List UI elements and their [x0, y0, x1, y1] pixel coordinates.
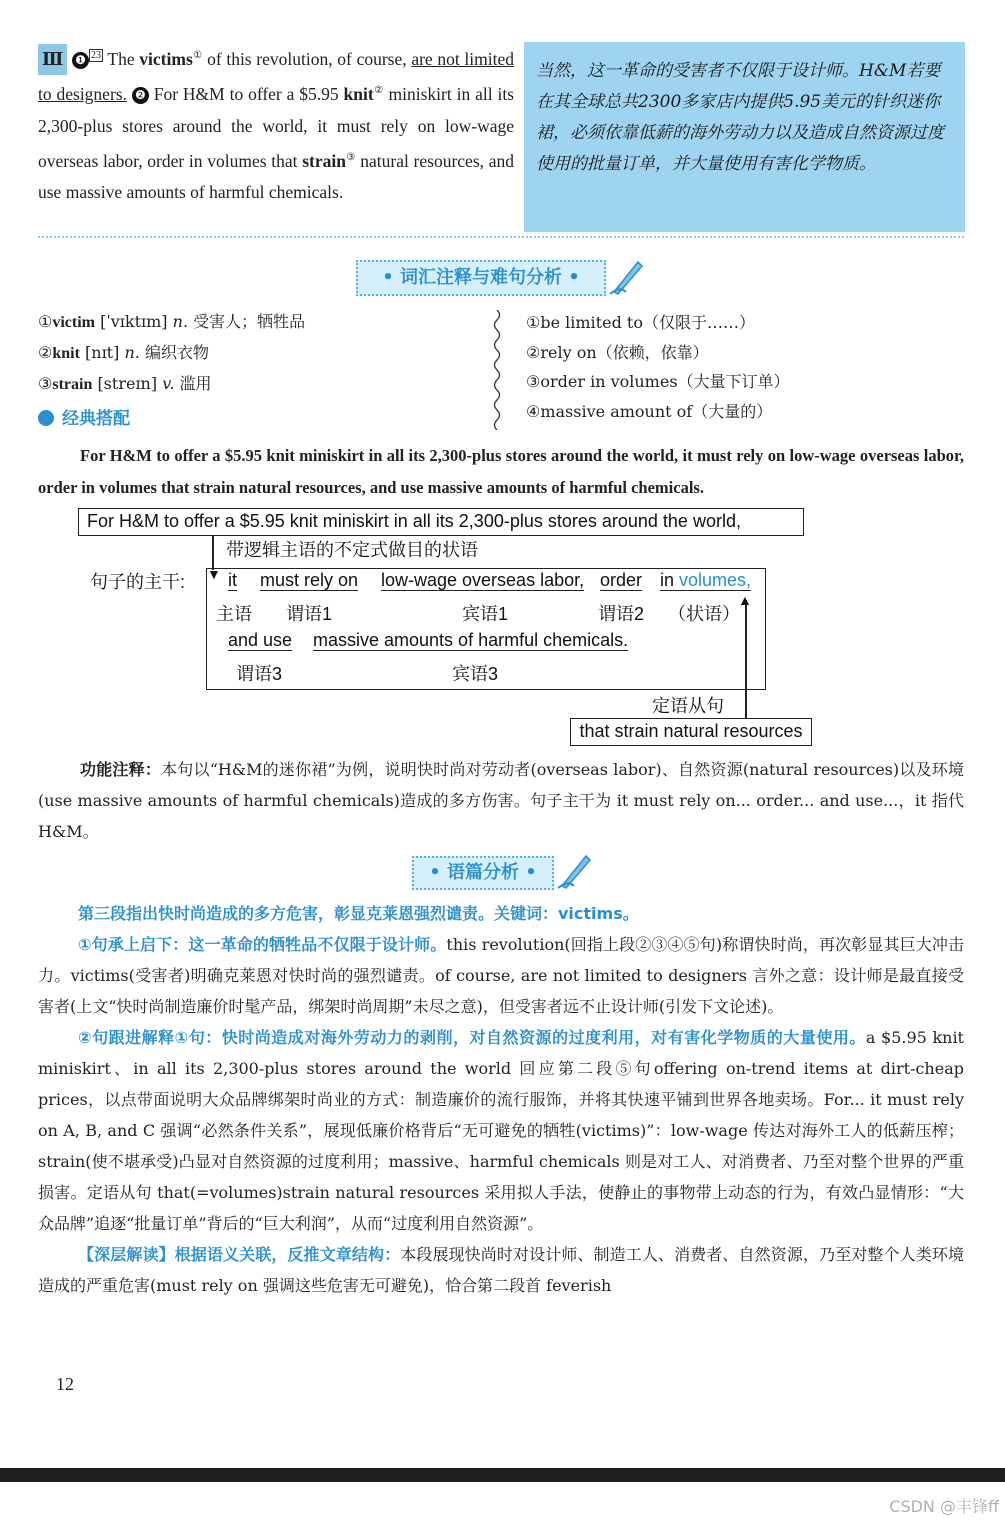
vocab-item: ③strain [streɪn] v. 滥用: [38, 374, 212, 393]
vocab-ref: ③: [345, 152, 356, 164]
purpose-clause-box: For H&M to offer a $5.95 knit miniskirt in all its 2,300-plus stores around the world,: [78, 508, 804, 536]
function-note: [38, 754, 964, 847]
phrase-item: ④massive amount of（大量的）: [526, 401, 773, 421]
function-note-label: 功能注释：: [80, 760, 162, 779]
collocation-heading: 经典搭配: [38, 404, 130, 429]
passage-text: The: [107, 48, 140, 69]
line-number-badge: 23: [91, 49, 102, 61]
purpose-clause-note: 带逻辑主语的不定式做目的状语: [226, 540, 478, 560]
underlined-phrase: are not limited to designers.: [38, 48, 515, 105]
vocab-ref: ②: [373, 85, 384, 97]
vocab-item: ②knit [nɪt] n. 编织衣物: [38, 343, 209, 362]
analysis-summary: 第三段指出快时尚造成的多方危害，彰显克莱恩强烈谴责。关键词：victims。: [78, 904, 639, 923]
phrase-item: ①be limited to（仅限于……）: [526, 313, 755, 332]
passage-text: For H&M to offer a $5.95: [148, 84, 344, 105]
label-object-3: 宾语3: [452, 664, 499, 684]
vocab-word-strain: strain: [302, 150, 346, 171]
label-predicate-3: 谓语3: [236, 664, 283, 684]
passage-text: of this revolution, of course,: [202, 48, 412, 69]
vocab-item: ①victim [ˈvɪktɪm] n. 受害人；牺牲品: [38, 312, 306, 331]
predicate-3: and use: [228, 630, 293, 650]
phrase-list: [526, 308, 966, 426]
zigzag-divider: [490, 310, 504, 430]
adverbial-volumes: volumes,: [679, 570, 752, 590]
watermark: CSDN @丰锋ff: [889, 1497, 999, 1516]
attributive-clause-box: that strain natural resources: [570, 718, 812, 746]
phrase-item: ③order in volumes（大量下订单）: [526, 372, 790, 391]
vocab-word-knit: knit: [343, 84, 374, 105]
sentence-marker-1: ❶: [72, 52, 89, 69]
analysis-paragraph-1: ①句承上启下：这一革命的牺牲品不仅限于设计师。this revolution(回指上段②③④⑤句)称谓快时尚，再次彰显其巨大冲击力。victims(受害者)明确克莱恩对快时尚的强烈谴责。of course, are not limited to designers 言外之意：设计师是最直接受害者(上文“快时尚制造廉价时髦产品，绑架时尚周期”未尽之意)，但受害者远不止设计师(引发下文论述)。: [38, 935, 964, 1016]
bottom-bar: [0, 1468, 1005, 1482]
subject: it: [228, 570, 237, 590]
down-arrow-icon: ▼: [207, 566, 221, 582]
section-title-discourse: • 语篇分析 •: [412, 856, 554, 890]
passage-text: natural resources, and use massive amounts of harmful chemicals.: [38, 150, 514, 203]
label-predicate-2: 谓语2: [598, 604, 645, 624]
key-sentence: For H&M to offer a $5.95 knit miniskirt in all its 2,300-plus stores around the world, it must rely on low-wage overseas labor, order in volumes that strain natural resources, and use massive amounts of harmful chemicals.: [38, 446, 964, 497]
predicate-1: must rely on: [260, 570, 359, 590]
divider: [38, 236, 964, 238]
translation-box: 当然，这一革命的受害者不仅限于设计师。H&M若要在其全球总共2300多家店内提供5.95美元的针织迷你裙，必须依靠低薪的海外劳动力以及造成自然资源过度使用的批量订单，并大量使用有害化学物质。: [524, 42, 965, 232]
analysis-paragraph-2: ②句跟进解释①句：快时尚造成对海外劳动力的剥削，对自然资源的过度利用，对有害化学物质的大量使用。a $5.95 knit miniskirt、in all its 2,300-plus stores around the world 回应第二段⑤句offering on-trend items at dirt-cheap prices，以点带面说明大众品牌绑架时尚业的方式：制造廉价的流行服饰，并将其快速平铺到世界各地卖场。For... it must rely on A, B, and C 强调“必然条件关系”，展现低廉价格背后“无可避免的牺牲(victims)”：low-wage 传达对海外工人的低薪压榨；strain(使不堪承受)凸显对自然资源的过度利用；massive、harmful chemicals 则是对工人、对消费者、乃至对整个世界的严重损害。定语从句 that(=volumes)strain natural resources 采用拟人手法，使静止的事物带上动态的行为，有效凸显情形：“大众品牌”追逐“批量订单”背后的“巨大利润”，从而“过度利用自然资源”。: [38, 1028, 964, 1233]
label-adverbial: （状语）: [668, 604, 740, 624]
section-title-vocab: • 词汇注释与难句分析 •: [356, 260, 606, 296]
attributive-clause-label: 定语从句: [652, 696, 724, 716]
analysis-section: [38, 898, 964, 1301]
pen-icon: [556, 850, 592, 890]
object-1: low-wage overseas labor,: [381, 570, 585, 590]
predicate-2: order: [600, 570, 643, 590]
passage-text: miniskirt in all its 2,300-plus stores around the world, it must rely on low-wage overseas labor, order in volumes that: [38, 84, 514, 171]
analysis-paragraph-3: 【深层解读】根据语义关联，反推文章结构：本段展现快尚时对设计师、制造工人、消费者、自然资源，乃至对整个人类环境造成的严重危害(must rely on 强调这些危害无可避免)，恰合第二段首 feverish: [38, 1245, 964, 1295]
vocab-ref: ①: [192, 50, 203, 61]
sentence-marker-2: ❷: [132, 87, 149, 104]
main-clause-label: 句子的主干:: [90, 572, 186, 592]
arrow-line: [212, 536, 214, 570]
label-subject: 主语: [216, 604, 252, 624]
vocab-list: [38, 307, 478, 400]
label-predicate-1: 谓语1: [286, 604, 333, 624]
adverbial-in: in: [660, 570, 675, 590]
vocab-word-victims: victims: [139, 48, 193, 69]
pen-icon: [608, 256, 644, 296]
object-3: massive amounts of harmful chemicals.: [313, 630, 629, 650]
paragraph-number: Ⅲ: [38, 44, 67, 76]
label-object-1: 宾语1: [462, 604, 509, 624]
page-number: 12: [56, 1374, 74, 1394]
up-arrow-icon: ▲: [738, 592, 752, 608]
passage-paragraph: [38, 40, 514, 209]
attr-arrow-line: [745, 600, 747, 718]
bullet-icon: [38, 410, 54, 426]
function-note-text: 本句以“H&M的迷你裙”为例，说明快时尚对劳动者(overseas labor)、自然资源(natural resources)以及环境(use massive amounts of harmful chemicals)造成的多方伤害。句子主干为 it must rely on... order... and use...，it 指代 H&M。: [38, 760, 964, 841]
phrase-item: ②rely on（依赖，依靠）: [526, 342, 709, 362]
